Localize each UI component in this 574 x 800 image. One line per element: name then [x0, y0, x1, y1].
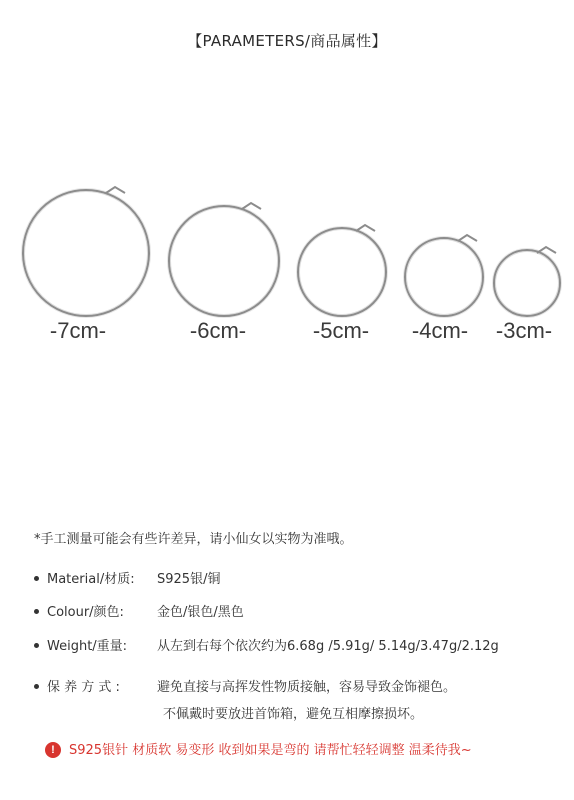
spec-value: S925银/铜 — [157, 572, 221, 587]
warning-icon: ! — [45, 742, 61, 758]
clasp-icon — [536, 243, 558, 257]
hoop-3cm-icon — [493, 249, 561, 317]
page-title: 【PARAMETERS/商品属性】 — [187, 32, 387, 50]
size-label-5cm: -5cm- — [312, 318, 370, 343]
size-label-7cm: -7cm- — [49, 318, 107, 343]
spec-value: 从左到右每个依次约为6.68g /5.91g/ 5.14g/3.47g/2.12g — [157, 639, 499, 654]
hoop-7cm-icon — [22, 189, 150, 317]
bullet-icon — [34, 576, 39, 581]
spec-care — [34, 676, 456, 695]
spec-label: Colour/颜色: — [47, 605, 124, 620]
hoop-6cm-icon — [168, 205, 280, 317]
spec-care-line2: 不佩戴时要放进首饰箱，避免互相摩擦损坏。 — [163, 707, 424, 722]
size-label-4cm: -4cm- — [411, 318, 469, 343]
spec-label: 保 养 方 式 : — [47, 680, 120, 695]
size-label-6cm: -6cm- — [189, 318, 247, 343]
spec-label: Material/材质: — [47, 572, 135, 587]
warning-text: S925银针 材质软 易变形 收到如果是弯的 请帮忙轻轻调整 温柔待我~ — [69, 743, 472, 758]
spec-value: 避免直接与高挥发性物质接触，容易导致金饰褪色。 — [157, 680, 457, 695]
clasp-icon — [457, 231, 479, 245]
clasp-icon — [105, 183, 127, 197]
spec-weight — [34, 635, 499, 654]
spec-material — [34, 568, 220, 587]
bullet-icon — [34, 643, 39, 648]
hoop-4cm-icon — [404, 237, 484, 317]
spec-colour — [34, 601, 244, 620]
hoop-5cm-icon — [297, 227, 387, 317]
bullet-icon — [34, 609, 39, 614]
clasp-icon — [355, 221, 377, 235]
size-label-3cm: -3cm- — [495, 318, 553, 343]
clasp-icon — [241, 199, 263, 213]
spec-label: Weight/重量: — [47, 639, 128, 654]
bullet-icon — [34, 684, 39, 689]
spec-value: 金色/银色/黑色 — [157, 605, 244, 620]
warning-message — [45, 739, 472, 759]
hoop-size-chart — [0, 175, 574, 335]
measurement-note: *手工测量可能会有些许差异，请小仙女以实物为准哦。 — [34, 532, 353, 547]
